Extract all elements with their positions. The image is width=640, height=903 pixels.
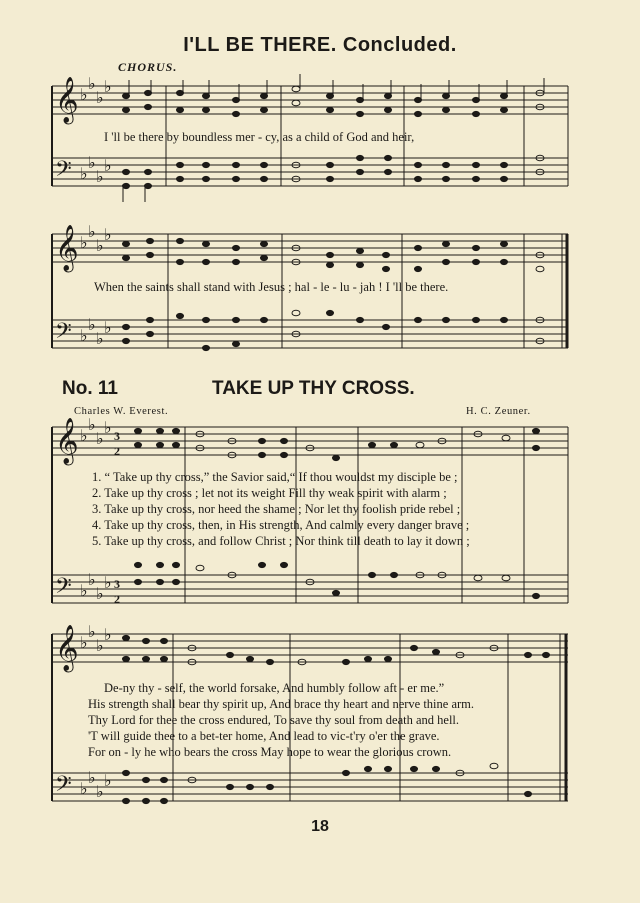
svg-text:♭: ♭ bbox=[88, 74, 96, 93]
staff-bass-4 bbox=[52, 773, 568, 801]
svg-text:♭: ♭ bbox=[104, 771, 112, 790]
svg-text:♭: ♭ bbox=[96, 584, 104, 603]
svg-text:♭: ♭ bbox=[80, 633, 88, 652]
notes-bass-2 bbox=[123, 310, 545, 350]
svg-text:2: 2 bbox=[114, 444, 120, 458]
svg-text:2: 2 bbox=[114, 592, 120, 606]
svg-text:♭: ♭ bbox=[104, 418, 112, 437]
svg-text:♭: ♭ bbox=[96, 636, 104, 655]
page-title: I'LL BE THERE. Concluded. bbox=[183, 34, 457, 56]
bass-clef-icon: 𝄢 bbox=[55, 157, 72, 187]
composer-credit: H. C. Zeuner. bbox=[466, 406, 531, 417]
verse-line: Thy Lord for thee the cross endured, To save thy soul from death and hell. bbox=[88, 713, 460, 727]
svg-text:♭: ♭ bbox=[104, 77, 112, 96]
svg-text:♭: ♭ bbox=[80, 164, 88, 183]
verse-line: 'T will guide thee to a bet-ter home, And lead to vic-t'ry o'er the grave. bbox=[88, 729, 440, 743]
verse-line: De-ny thy - self, the world forsake, And humbly follow aft - er me.” bbox=[104, 681, 445, 695]
bass-clef-icon: 𝄢 bbox=[55, 574, 72, 604]
svg-text:♭: ♭ bbox=[104, 156, 112, 175]
notes-system-1 bbox=[123, 74, 545, 117]
verse-line: 2. Take up thy cross ; let not its weight Fill thy weak spirit with alarm ; bbox=[92, 486, 447, 500]
bass-clef-icon: 𝄢 bbox=[55, 319, 72, 349]
svg-text:♭: ♭ bbox=[96, 782, 104, 801]
author-credit: Charles W. Everest. bbox=[74, 406, 169, 417]
chorus-label: CHORUS. bbox=[118, 60, 178, 74]
svg-text:♭: ♭ bbox=[96, 88, 104, 107]
svg-text:♭: ♭ bbox=[88, 622, 96, 641]
verse-line: 4. Take up thy cross, then, in His strength, And calmly every danger brave ; bbox=[92, 518, 470, 532]
svg-text:♭: ♭ bbox=[104, 573, 112, 592]
verse-line: 5. Take up thy cross, and follow Christ ; Nor think till death to lay it down ; bbox=[92, 534, 470, 548]
svg-text:♭: ♭ bbox=[80, 426, 88, 445]
svg-text:♭: ♭ bbox=[88, 222, 96, 241]
svg-text:♭: ♭ bbox=[88, 153, 96, 172]
treble-clef-icon: 𝄞 bbox=[55, 77, 79, 123]
notes-system-3 bbox=[135, 428, 540, 460]
notes-bass-3 bbox=[135, 562, 540, 598]
svg-text:♭: ♭ bbox=[88, 315, 96, 334]
svg-text:3: 3 bbox=[114, 577, 120, 591]
page-number: 18 bbox=[311, 818, 329, 835]
svg-text:♭: ♭ bbox=[96, 429, 104, 448]
notes-bass-4 bbox=[123, 763, 532, 803]
hymn-title: TAKE UP THY CROSS. bbox=[212, 378, 415, 399]
bass-clef-icon: 𝄢 bbox=[55, 772, 72, 802]
treble-clef-icon: 𝄞 bbox=[55, 625, 79, 671]
verse-line: 3. Take up thy cross, nor heed the shame ; Nor let thy foolish pride rebel ; bbox=[92, 502, 461, 516]
treble-clef-icon: 𝄞 bbox=[55, 418, 79, 464]
notes-system-4 bbox=[123, 635, 550, 664]
svg-text:♭: ♭ bbox=[104, 625, 112, 644]
svg-text:♭: ♭ bbox=[88, 768, 96, 787]
svg-text:♭: ♭ bbox=[80, 326, 88, 345]
svg-text:♭: ♭ bbox=[80, 581, 88, 600]
staff-bass-2 bbox=[52, 320, 568, 348]
verse-line: For on - ly he who bears the cross May hope to wear the glorious crown. bbox=[88, 745, 452, 759]
chorus-lyric-line-1: I 'll be there by boundless mer - cy, as a child of God and heir, bbox=[104, 130, 415, 144]
svg-text:♭: ♭ bbox=[96, 236, 104, 255]
chorus-lyric-line-2: When the saints shall stand with Jesus ; hal - le - lu - jah ! I 'll be there. bbox=[94, 280, 449, 294]
hymn-number: No. 11 bbox=[62, 378, 118, 399]
verse-line: His strength shall bear thy spirit up, And brace thy heart and nerve thine arm. bbox=[88, 697, 475, 711]
svg-text:3: 3 bbox=[114, 429, 120, 443]
verse-line: 1. “ Take up thy cross,” the Savior said,“ If thou wouldst my disciple be ; bbox=[92, 470, 458, 484]
svg-text:♭: ♭ bbox=[80, 779, 88, 798]
treble-clef-icon: 𝄞 bbox=[55, 225, 79, 271]
svg-text:♭: ♭ bbox=[88, 570, 96, 589]
svg-text:♭: ♭ bbox=[104, 318, 112, 337]
svg-text:♭: ♭ bbox=[104, 225, 112, 244]
svg-text:♭: ♭ bbox=[88, 415, 96, 434]
svg-text:♭: ♭ bbox=[80, 85, 88, 104]
svg-text:♭: ♭ bbox=[80, 233, 88, 252]
svg-text:♭: ♭ bbox=[96, 167, 104, 186]
svg-text:♭: ♭ bbox=[96, 329, 104, 348]
